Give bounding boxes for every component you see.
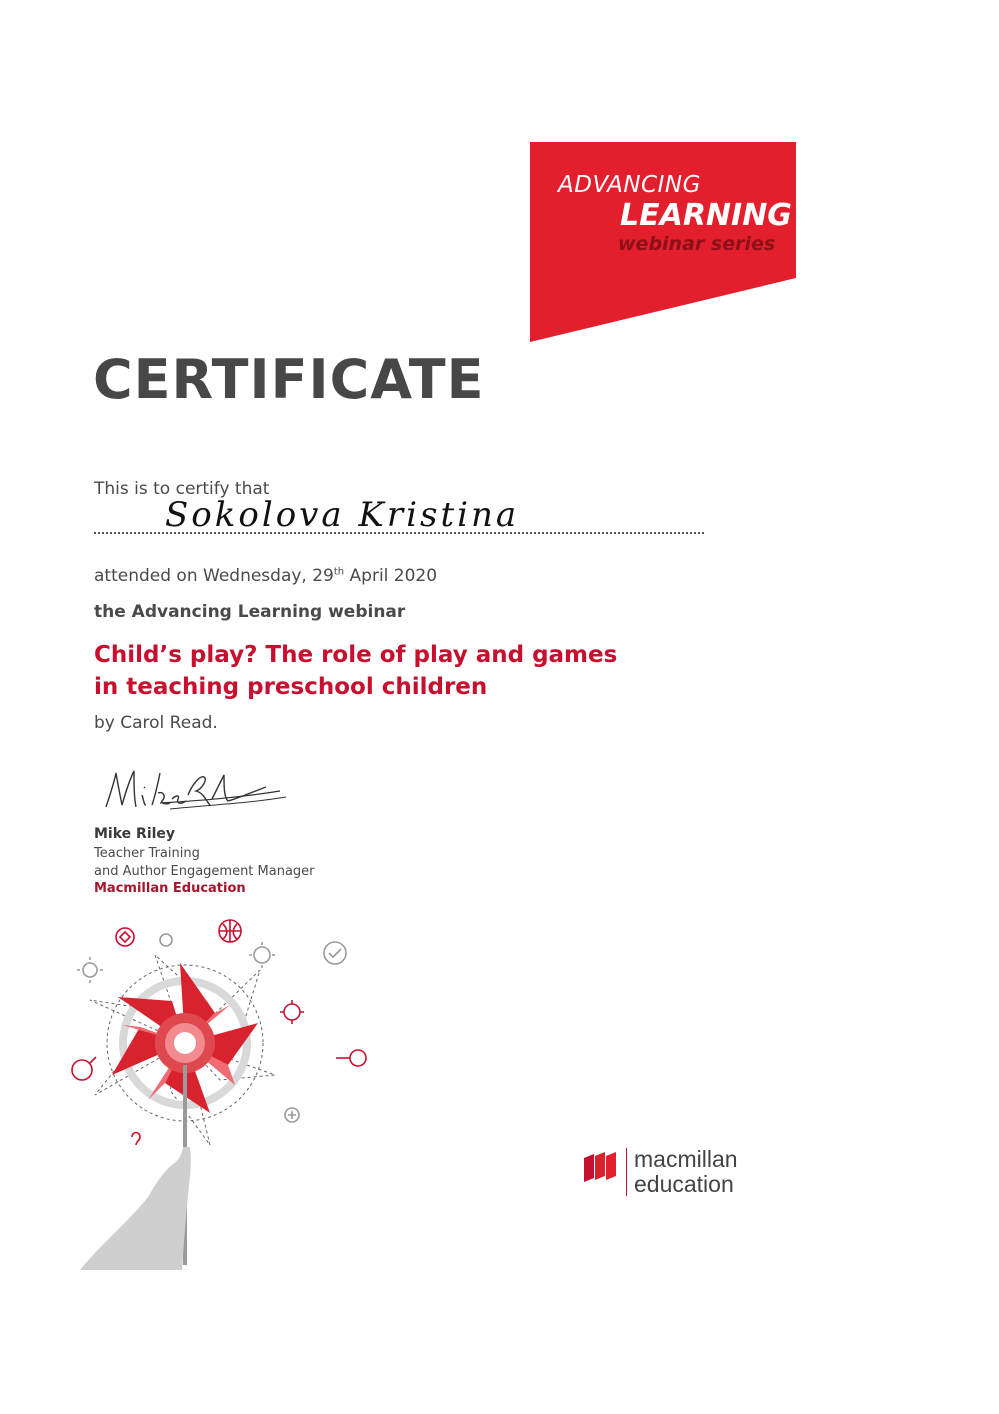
signer-role-line-1: Teacher Training <box>94 846 200 861</box>
webinar-name: the Advancing Learning webinar <box>94 602 406 622</box>
signature-image <box>100 765 290 815</box>
logo-separator <box>626 1148 627 1196</box>
attendance-date-prefix: attended on Wednesday, 29 <box>94 566 334 586</box>
logo-word-education: education <box>634 1171 734 1197</box>
banner-line-learning: LEARNING <box>620 198 792 233</box>
banner-line-webinar-series: webinar series <box>618 233 776 255</box>
talk-author: by Carol Read. <box>94 713 218 733</box>
talk-title-line-2: in teaching preschool children <box>94 674 488 700</box>
attendance-date <box>94 566 437 586</box>
signer-role-line-2: and Author Engagement Manager <box>94 864 315 879</box>
certify-text: This is to certify that <box>94 479 270 499</box>
attendance-date-ordinal: th <box>333 566 345 578</box>
pinwheel-illustration <box>60 915 380 1275</box>
signer-name: Mike Riley <box>94 826 176 842</box>
macmillan-book-icon <box>582 1152 618 1182</box>
macmillan-education-logo <box>582 1148 782 1198</box>
advancing-learning-banner <box>530 142 796 342</box>
banner-line-advancing: ADVANCING <box>558 172 701 198</box>
logo-word-macmillan: macmillan <box>634 1146 738 1172</box>
talk-title-line-1: Child’s play? The role of play and games <box>94 642 618 668</box>
recipient-name: Sokolova Kristina <box>165 495 520 535</box>
certificate-title: CERTIFICATE <box>93 348 485 411</box>
talk-title <box>94 639 694 703</box>
recipient-dotted-line <box>94 532 704 534</box>
attendance-date-suffix: April 2020 <box>344 566 438 586</box>
signer-organization: Macmillan Education <box>94 881 246 896</box>
